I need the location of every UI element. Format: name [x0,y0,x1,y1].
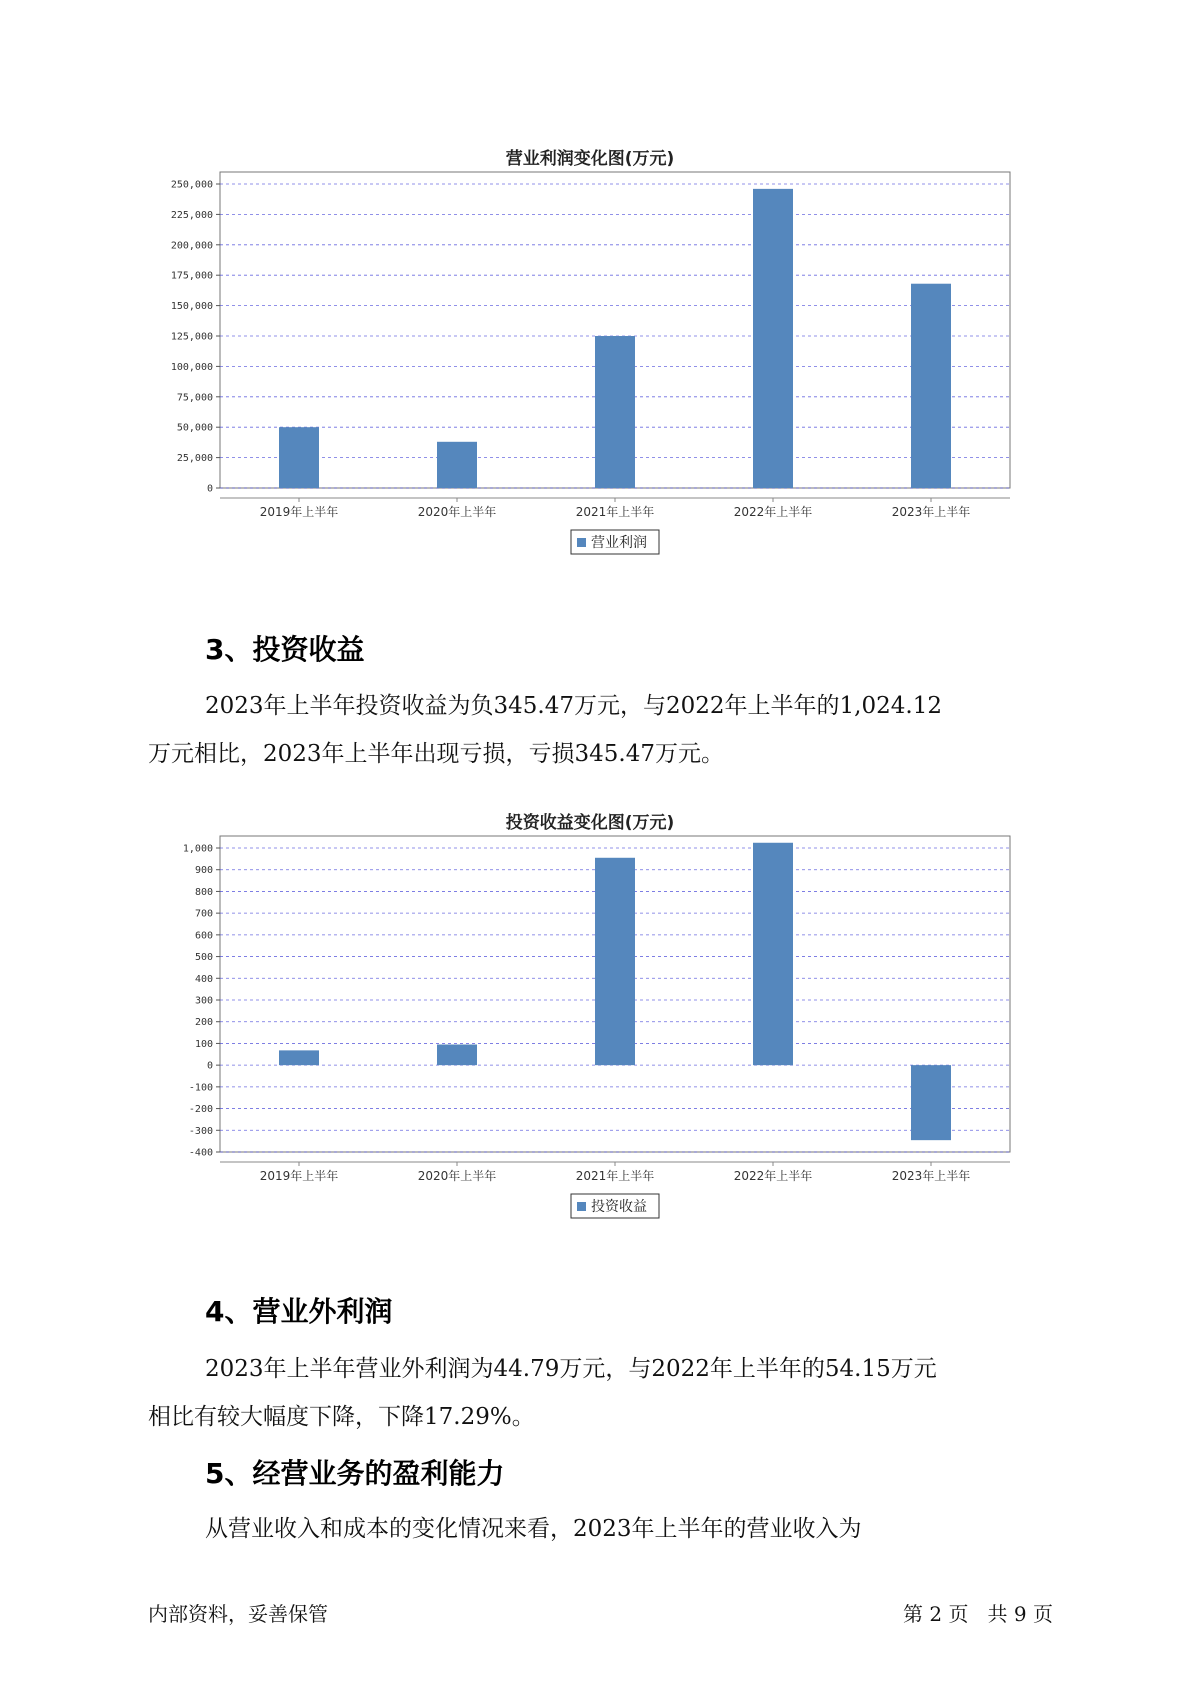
x-tick-label: 2023年上半年 [891,1169,971,1183]
legend-swatch [577,538,586,547]
chart-title: 营业利润变化图(万元) [505,149,675,169]
operating-profit-chart [150,140,1030,600]
bar [437,1045,477,1066]
x-tick-label: 2020年上半年 [417,1169,497,1183]
y-tick-label: 0 [206,1060,213,1072]
x-tick-label: 2021年上半年 [575,505,655,519]
bar [595,336,635,488]
y-tick-label: 25,000 [176,453,213,465]
x-tick-label: 2020年上半年 [417,505,497,519]
y-tick-label: -400 [188,1147,213,1159]
investment-income-chart [150,804,1030,1264]
x-tick-label: 2019年上半年 [259,505,339,519]
y-tick-label: -200 [188,1104,213,1116]
x-tick-label: 2022年上半年 [733,505,813,519]
x-tick-label: 2022年上半年 [733,1169,813,1183]
paragraph-line: 相比有较大幅度下降，下降17.29%。 [148,1404,535,1430]
y-tick-label: 900 [194,865,213,877]
legend-label: 投资收益 [591,1199,647,1215]
bar [911,1065,951,1140]
legend-label: 营业利润 [591,535,647,551]
legend-swatch [577,1202,586,1211]
chart-title: 投资收益变化图(万元) [505,813,675,833]
y-tick-label: 1,000 [182,843,213,855]
y-tick-label: 150,000 [170,301,213,313]
bar [911,284,951,488]
y-tick-label: -100 [188,1082,213,1094]
y-tick-label: 225,000 [170,209,213,221]
section-heading-investment-income: 3、投资收益 [205,633,365,666]
y-tick-label: 500 [194,952,213,964]
y-tick-label: 200 [194,1017,213,1029]
y-tick-label: 50,000 [176,422,213,434]
y-tick-label: 175,000 [170,270,213,282]
y-tick-label: 400 [194,973,213,985]
operating-profit-chart-svg [150,140,1030,600]
bar [279,427,319,488]
y-tick-label: 250,000 [170,179,213,191]
y-tick-label: -300 [188,1125,213,1137]
bar [753,189,793,488]
section-heading-operating-profitability: 5、经营业务的盈利能力 [205,1457,505,1490]
paragraph-line: 万元相比，2023年上半年出现亏损，亏损345.47万元。 [148,741,725,767]
paragraph-line: 从营业收入和成本的变化情况来看，2023年上半年的营业收入为 [205,1516,862,1542]
x-tick-label: 2019年上半年 [259,1169,339,1183]
paragraph-line: 2023年上半年投资收益为负345.47万元，与2022年上半年的1,024.12 [205,693,942,719]
y-tick-label: 300 [194,995,213,1007]
y-tick-label: 125,000 [170,331,213,343]
footer-page-number: 第 2 页 共 9 页 [903,1602,1053,1626]
y-tick-label: 700 [194,908,213,920]
x-tick-label: 2021年上半年 [575,1169,655,1183]
y-tick-label: 0 [206,483,213,495]
x-tick-label: 2023年上半年 [891,505,971,519]
y-tick-label: 200,000 [170,240,213,252]
y-tick-label: 800 [194,886,213,898]
paragraph-line: 2023年上半年营业外利润为44.79万元，与2022年上半年的54.15万元 [205,1356,937,1382]
bar [753,843,793,1065]
footer-confidential-note: 内部资料，妥善保管 [148,1602,328,1626]
bar [437,442,477,488]
section-heading-non-operating-profit: 4、营业外利润 [205,1295,393,1328]
y-tick-label: 600 [194,930,213,942]
investment-income-chart-svg [150,804,1030,1264]
y-tick-label: 75,000 [176,392,213,404]
bar [279,1050,319,1065]
y-tick-label: 100,000 [170,361,213,373]
bar [595,858,635,1065]
y-tick-label: 100 [194,1038,213,1050]
